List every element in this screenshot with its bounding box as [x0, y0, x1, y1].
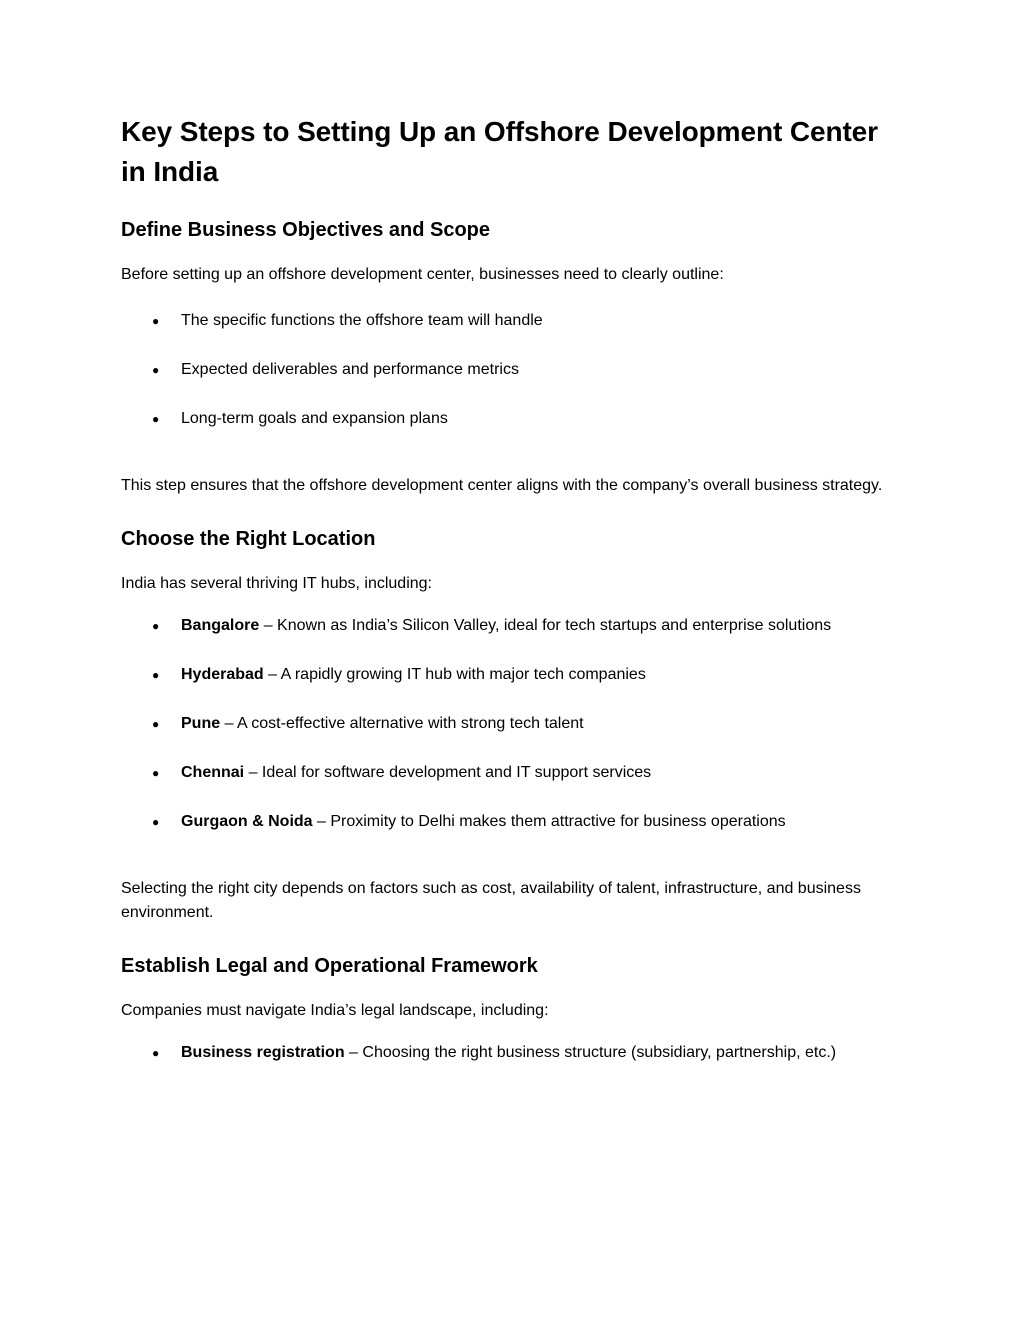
section-outro: This step ensures that the offshore development center aligns with the company’s overall business strategy. — [121, 477, 883, 494]
list-item-text: Expected deliverables and performance metrics — [181, 361, 519, 378]
list-item-text: Long-term goals and expansion plans — [181, 410, 448, 427]
list-item-text: The specific functions the offshore team will handle — [181, 312, 543, 329]
section-outro: Selecting the right city depends on factors such as cost, availability of talent, infrastructure, and business environment. — [121, 880, 861, 921]
section-intro: Before setting up an offshore development center, businesses need to clearly outline: — [121, 266, 724, 283]
list-item-term: Chennai — [181, 764, 245, 781]
list-item — [121, 663, 891, 687]
list-item — [121, 309, 891, 333]
list-item-text: – Known as India’s Silicon Valley, ideal for tech startups and enterprise solutions — [259, 617, 832, 634]
bullet-list-locations — [121, 614, 891, 834]
list-item-text: – Choosing the right business structure (subsidiary, partnership, etc.) — [344, 1044, 837, 1061]
list-item — [121, 1041, 891, 1065]
section-heading-legal: Establish Legal and Operational Framework — [121, 955, 538, 977]
list-item-text: – A cost-effective alternative with strong tech talent — [220, 715, 584, 732]
list-item-text: – A rapidly growing IT hub with major tech companies — [263, 666, 646, 683]
list-item — [121, 407, 891, 431]
section-intro: India has several thriving IT hubs, including: — [121, 575, 432, 592]
list-item-term: Gurgaon & Noida — [181, 813, 313, 830]
list-item-term: Hyderabad — [181, 666, 264, 683]
list-item — [121, 712, 891, 736]
document-page — [121, 112, 891, 1065]
section-intro: Companies must navigate India’s legal landscape, including: — [121, 1002, 549, 1019]
document-title: Key Steps to Setting Up an Offshore Development Center in India — [121, 116, 878, 187]
list-item-term: Bangalore — [181, 617, 260, 634]
bullet-list-objectives — [121, 309, 891, 431]
bullet-list-legal — [121, 1041, 891, 1065]
list-item-term: Business registration — [181, 1044, 345, 1061]
section-heading-objectives: Define Business Objectives and Scope — [121, 219, 491, 241]
list-item — [121, 358, 891, 382]
list-item — [121, 810, 891, 834]
list-item-text: – Ideal for software development and IT support services — [244, 764, 652, 781]
list-item-text: – Proximity to Delhi makes them attractive for business operations — [312, 813, 786, 830]
list-item — [121, 761, 891, 785]
list-item-term: Pune — [181, 715, 221, 732]
section-heading-location: Choose the Right Location — [121, 528, 376, 550]
list-item — [121, 614, 891, 638]
